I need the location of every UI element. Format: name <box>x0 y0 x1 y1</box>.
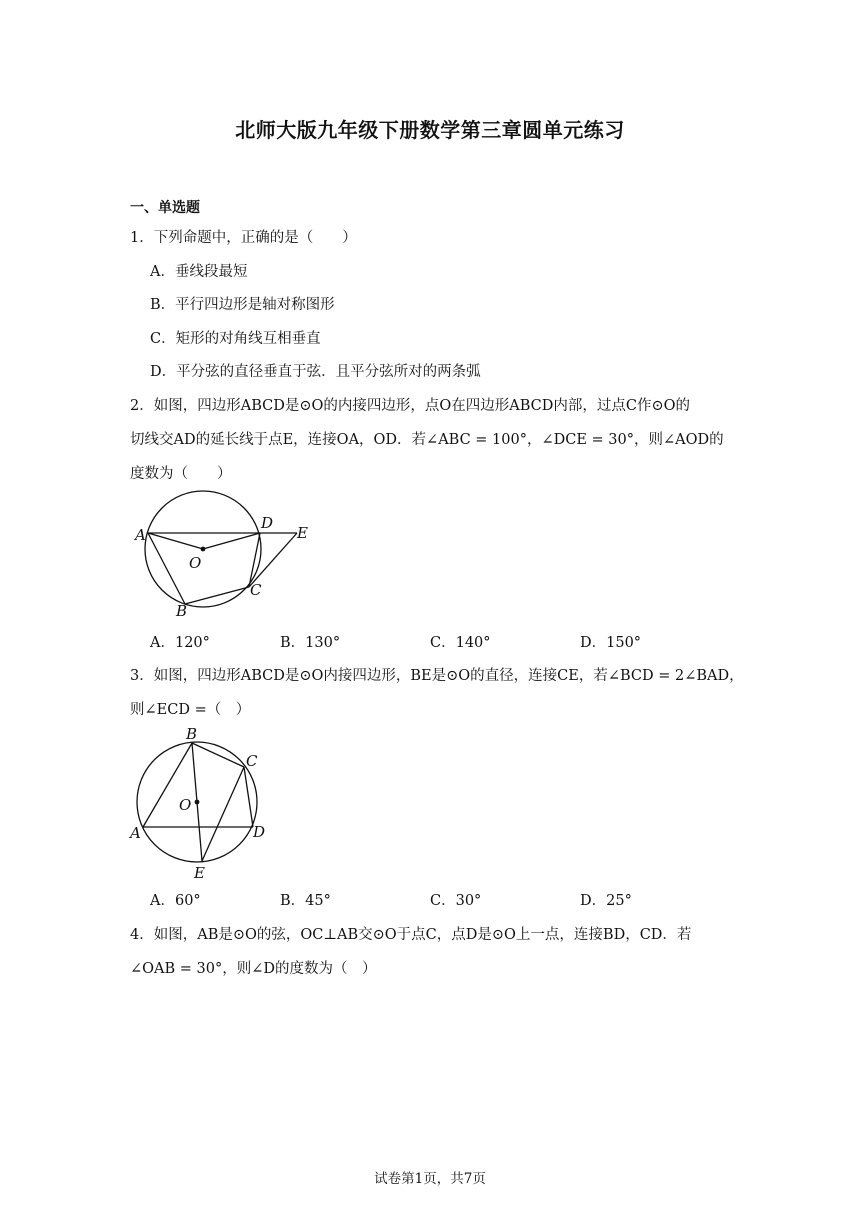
q2-center-dot <box>201 547 206 552</box>
q3-option-d: D．25° <box>580 893 632 909</box>
q2-segment-oa <box>148 533 203 549</box>
q2-line-2: 切线交AD的延长线于点E，连接OA，OD．若∠ABC = 100°，∠DCE = 30°，则∠AOD的 <box>130 432 724 448</box>
q2-side-bc <box>185 587 249 604</box>
page-title: 北师大版九年级下册数学第三章圆单元练习 <box>235 118 625 142</box>
q3-option-b: B．45° <box>280 893 331 909</box>
q3-figure <box>128 722 278 882</box>
q3-label-e: E <box>194 864 205 882</box>
q3-line-2: 则∠ECD =（ ） <box>130 702 251 718</box>
q4-line-1: 4．如图，AB是⊙O的弦，OC⊥AB交⊙O于点C，点D是⊙O上一点，连接BD，CD．若 <box>130 927 692 943</box>
q2-label-c: C <box>250 581 262 599</box>
q3-label-c: C <box>246 752 258 770</box>
q2-label-b: B <box>176 602 188 620</box>
q3-option-a: A．60° <box>150 893 201 909</box>
q1-option-c: C．矩形的对角线互相垂直 <box>150 331 321 347</box>
q3-label-a: A <box>130 824 141 842</box>
q2-label-e: E <box>297 524 308 542</box>
q2-option-b: B．130° <box>280 635 341 651</box>
q2-option-c: C．140° <box>430 635 491 651</box>
q1-option-b: B．平行四边形是轴对称图形 <box>150 297 335 313</box>
q2-label-a: A <box>135 526 146 544</box>
q2-line-3: 度数为（ ） <box>130 466 232 482</box>
q3-line-1: 3．如图，四边形ABCD是⊙O内接四边形，BE是⊙O的直径，连接CE，若∠BCD = 2∠BAD， <box>130 668 744 684</box>
q4-line-2: ∠OAB = 30°，则∠D的度数为（ ） <box>130 961 377 977</box>
q2-option-a: A．120° <box>150 635 210 651</box>
q2-label-o: O <box>189 554 202 572</box>
q3-side-ab <box>143 743 192 827</box>
q2-option-d: D．150° <box>580 635 642 651</box>
page-footer: 试卷第1页，共7页 <box>374 1171 486 1187</box>
q3-side-bc <box>192 743 244 767</box>
q2-side-cd <box>249 533 260 587</box>
q2-segment-od <box>203 533 260 549</box>
q3-label-d: D <box>253 823 266 841</box>
q2-figure <box>130 488 320 620</box>
q1-stem: 1．下列命题中，正确的是（ ） <box>130 230 357 246</box>
q3-option-c: C．30° <box>430 893 482 909</box>
section-heading: 一、单选题 <box>130 200 200 216</box>
q1-option-a: A．垂线段最短 <box>150 264 248 280</box>
q3-center-dot <box>195 800 200 805</box>
q2-line-1: 2．如图，四边形ABCD是⊙O的内接四边形，点O在四边形ABCD内部，过点C作⊙O的 <box>130 398 691 414</box>
q3-label-b: B <box>186 725 198 743</box>
q2-label-d: D <box>261 514 274 532</box>
q1-option-d: D．平分弦的直径垂直于弦．且平分弦所对的两条弧 <box>150 364 481 380</box>
q2-tangent-ce <box>249 533 297 587</box>
q3-label-o: O <box>179 796 192 814</box>
